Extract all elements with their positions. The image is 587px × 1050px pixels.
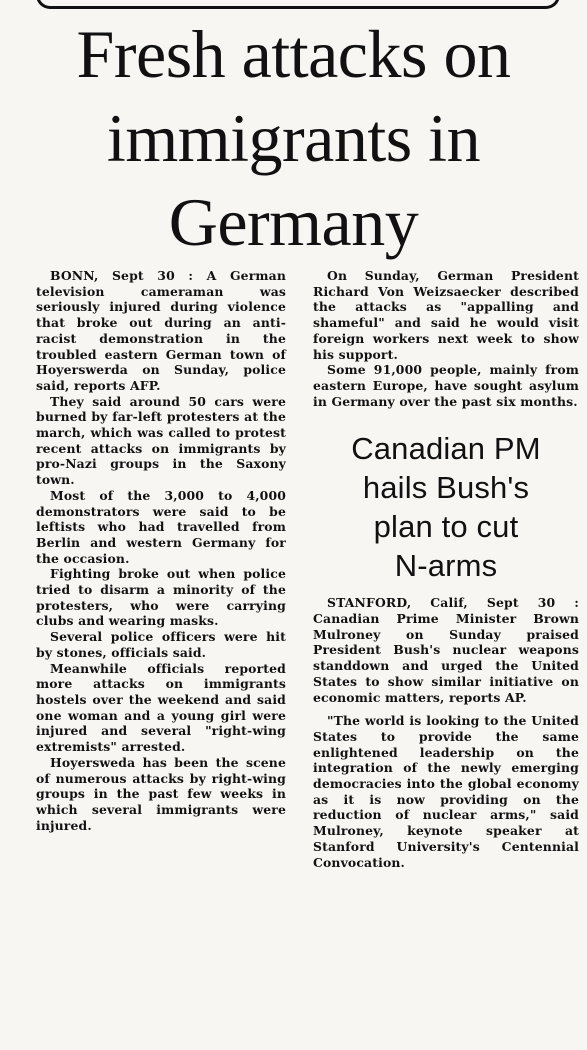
sub-headline-line-2: hails Bush's (362, 470, 530, 506)
article-paragraph: Several police officers were hit by stones, officials said. (36, 629, 286, 660)
article-column-right (313, 268, 579, 870)
paragraph-text: A German television cameraman was seriously injured during violence that broke out during an anti-racist demonstration in the troubled eastern German town of Hoyerswerda on Sunday, police said, reports AFP. (36, 268, 286, 393)
article-paragraph: On Sunday, German President Richard Von Weizsaecker described the attacks as "appalling and shameful" and said he would visit foreign workers next week to show his support. (313, 268, 579, 362)
headline-line-3: Germany (168, 184, 419, 260)
article-paragraph: Meanwhile officials reported more attacks on immigrants hostels over the weekend and said one woman and a young girl were injured and several "right-wing extremists" arrested. (36, 660, 286, 755)
paragraph-text: Canadian Prime Minister Brown Mulroney on Sunday praised President Bush's nuclear weapons standdown and urged the United States to show similar initiative on economic matters, reports AP. (313, 611, 579, 705)
article-paragraph: Fighting broke out when police tried to disarm a minority of the protesters, who were carrying clubs and wearing masks. (36, 566, 286, 629)
dateline: BONN, Sept 30 : (50, 268, 194, 283)
sub-headline-line-1: Canadian PM (351, 431, 541, 467)
dateline: STANFORD, Calif, Sept 30 : (327, 595, 579, 611)
article-paragraph: Most of the 3,000 to 4,000 demonstrators were said to be leftists who had travelled from Berlin and western Germany for the occasion. (36, 487, 286, 566)
headline-line-2: immigrants in (106, 100, 481, 176)
sub-headline-line-3: plan to cut (373, 509, 519, 545)
article-paragraph (36, 268, 286, 394)
secondary-headline (313, 429, 579, 585)
article-paragraph (313, 595, 579, 705)
article-paragraph: They said around 50 cars were burned by far-left protesters at the march, which was called to protest recent attacks on immigrants by pro-Nazi groups in the Saxony town. (36, 393, 286, 488)
top-border-rule (36, 0, 560, 9)
main-headline (0, 12, 587, 264)
sub-headline-line-4: N-arms (394, 548, 498, 584)
article-paragraph: Hoyersweda has been the scene of numerous attacks by right-wing groups in the past few weeks in which several immigrants were injured. (36, 754, 286, 833)
article-paragraph: "The world is looking to the United States to provide the same enlightened leadership on the integration of the newly emerging democracies into the global economy as it is now providing on the reduction of nuclear arms," said Mulroney, keynote speaker at Stanford University's Centennial Convocation. (313, 713, 579, 870)
article-column-left (36, 268, 286, 833)
article-paragraph: Some 91,000 people, mainly from eastern Europe, have sought asylum in Germany over the past six months. (313, 362, 579, 409)
headline-line-1: Fresh attacks on (76, 16, 511, 92)
